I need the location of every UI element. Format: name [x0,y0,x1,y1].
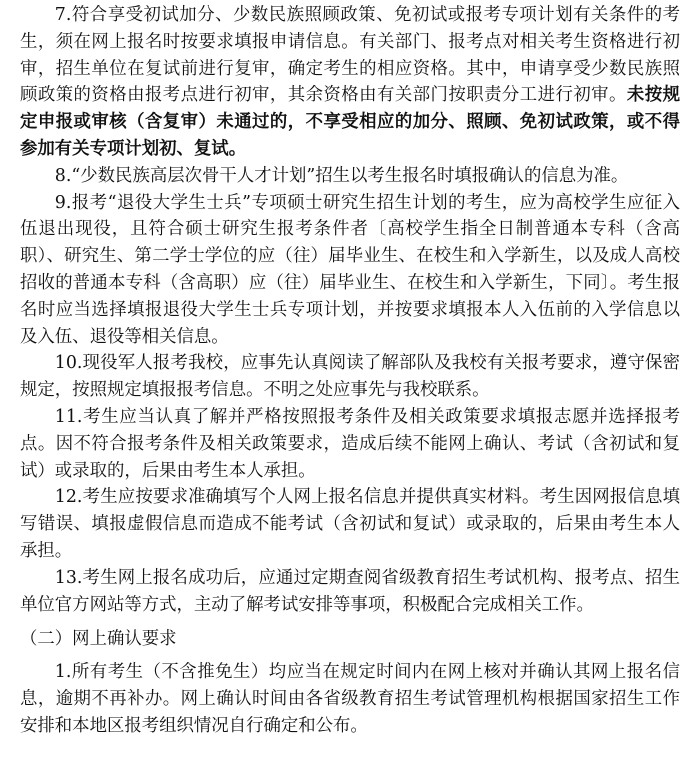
paragraph-item-11: 11.考生应当认真了解并严格按照报考条件及相关政策要求填报志愿并选择报考点。因不符合报考条件及相关政策要求，造成后续不能网上确认、考试（含初试和复试）或录取的，后果由考生本人承担。 [20,406,680,481]
paragraph-item-12: 12.考生应按要求准确填写个人网上报名信息并提供真实材料。考生因网报信息填写错误、填报虚假信息而造成不能考试（含初试和复试）或录取的，后果由考生本人承担。 [20,487,680,561]
item-7-text: 7.符合享受初试加分、少数民族照顾政策、免初试或报考专项计划有关条件的考生，须在网上报名时按要求填报申请信息。有关部门、报考点对相关考生资格进行初审，招生单位在复试前进行复审，确定考生的相应资格。其中，申请享受少数民族照顾政策的资格由报考点进行初审，其余资格由有关部门按职责分工进行初审。 [20,5,680,106]
paragraph-item-9: 9.报考“退役大学生士兵”专项硕士研究生招生计划的考生，应为高校学生应征入伍退出现役，且符合硕士研究生报考条件者〔高校学生指全日制普通本专科（含高职）、研究生、第二学士学位的应（往）届毕业生、在校生和入学新生，以及成人高校招收的普通本专科（含高职）应（往）届毕业生、在校生和入学新生，下同〕。考生报名时应当选择填报退役大学生士兵专项计划，并按要求填报本人入伍前的入学信息以及入伍、退役等相关信息。 [20,192,680,347]
paragraph-item-10: 10.现役军人报考我校，应事先认真阅读了解部队及我校有关报考要求，遵守保密规定，按照规定填报报考信息。不明之处应事先与我校联系。 [20,353,680,401]
paragraph-item-7 [20,2,680,163]
item-7-bold-text: 未按规定申报或审核（含复审）未通过的，不享受相应的加分、照顾、免初试政策，或不得参加有关专项计划初、复试。 [20,85,680,159]
paragraph-section2-item-1: 1.所有考生（不含推免生）均应当在规定时间内在网上核对并确认其网上报名信息，逾期不再补办。网上确认时间由各省级教育招生考试管理机构根据国家招生工作安排和本地区报考组织情况自行确定和公布。 [20,662,680,736]
paragraph-item-8: 8.“少数民族高层次骨干人才计划”招生以考生报名时填报确认的信息为准。 [54,165,629,186]
section-heading-online-confirmation: （二）网上确认要求 [20,629,177,650]
paragraph-item-13: 13.考生网上报名成功后，应通过定期查阅省级教育招生考试机构、报考点、招生单位官方网站等方式，主动了解考试安排等事项，积极配合完成相关工作。 [20,567,680,615]
